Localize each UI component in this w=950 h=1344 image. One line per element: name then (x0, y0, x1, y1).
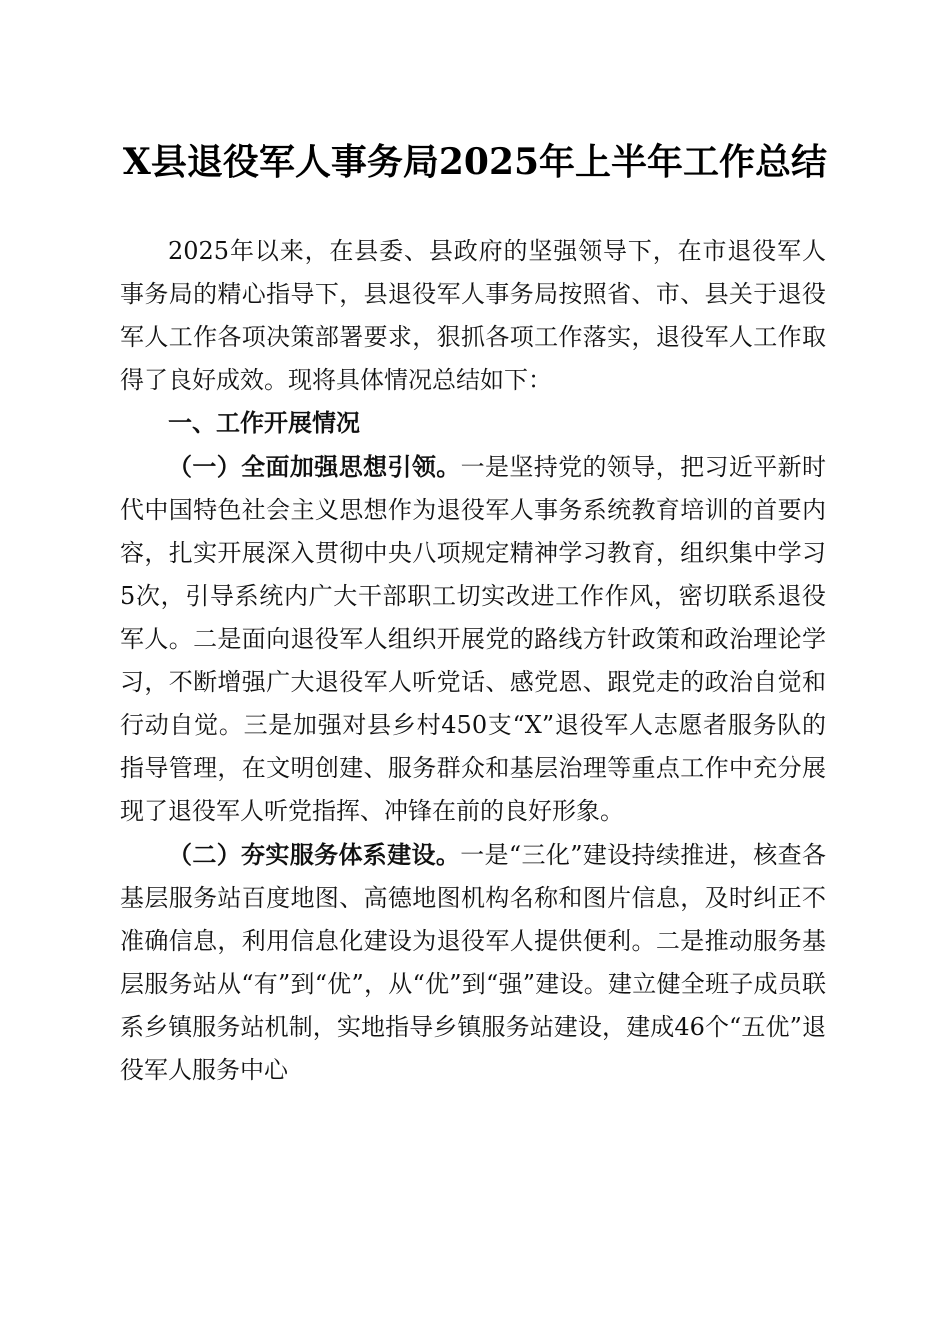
section-heading-1: 一、工作开展情况 (168, 409, 360, 437)
paragraph-2-text: 一是“三化”建设持续推进，核查各基层服务站百度地图、高德地图机构名称和图片信息，及时纠正不准确信息，利用信息化建设为退役军人提供便利。二是推动服务基层服务站从“有”到“优”，从“优”到“强”建设。建立健全班子成员联系乡镇服务站机制，实地指导乡镇服务站建设，建成46个“五优”退役军人服务中心 (120, 841, 826, 1084)
intro-paragraph: 2025年以来，在县委、县政府的坚强领导下，在市退役军人事务局的精心指导下，县退役军人事务局按照省、市、县关于退役军人工作各项决策部署要求，狠抓各项工作落实，退役军人工作取得了良好成效。现将具体情况总结如下： (120, 237, 826, 394)
document-title: X县退役军人事务局2025年上半年工作总结 (122, 141, 828, 183)
document-body (120, 230, 826, 1092)
paragraph-1 (120, 445, 826, 833)
paragraph-1-subhead: （一）全面加强思想引领。 (168, 452, 461, 481)
paragraph-1-text: 一是坚持党的领导，把习近平新时代中国特色社会主义思想作为退役军人事务系统教育培训的首要内容，扎实开展深入贯彻中央八项规定精神学习教育，组织集中学习5次，引导系统内广大干部职工切实改进工作作风，密切联系退役军人。二是面向退役军人组织开展党的路线方针政策和政治理论学习，不断增强广大退役军人听党话、感党恩、跟党走的政治自觉和行动自觉。三是加强对县乡村450支“X”退役军人志愿者服务队的指导管理，在文明创建、服务群众和基层治理等重点工作中充分展现了退役军人听党指挥、冲锋在前的良好形象。 (120, 453, 827, 825)
paragraph-2-subhead: （二）夯实服务体系建设。 (168, 840, 461, 869)
paragraph-2 (120, 833, 826, 1092)
